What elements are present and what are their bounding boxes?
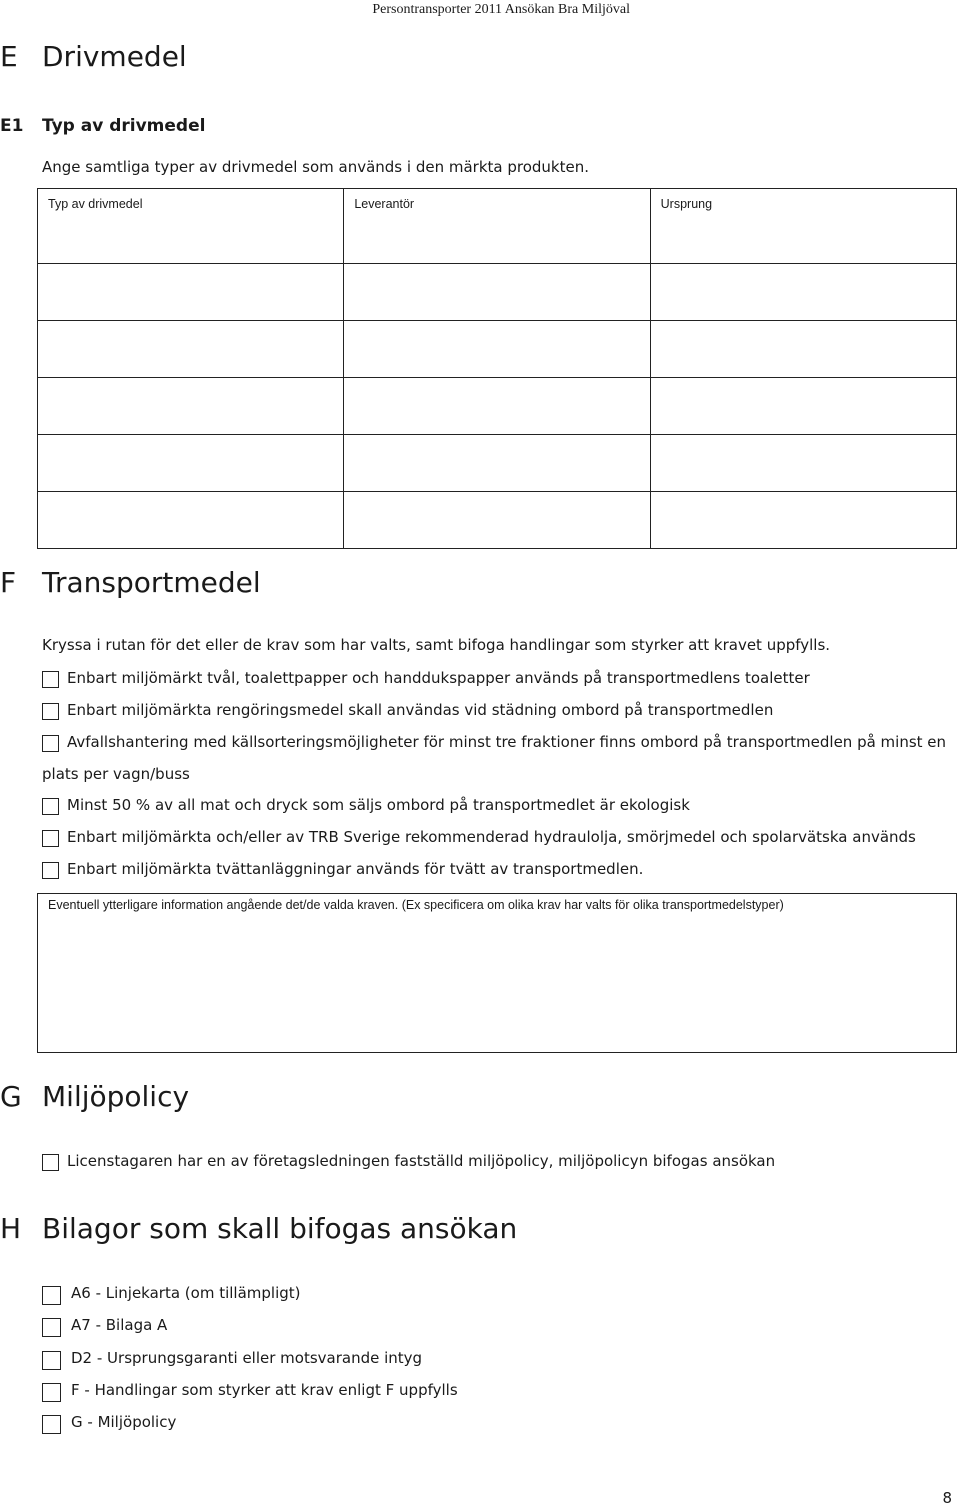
checkbox-label: Minst 50 % av all mat och dryck som säljs ombord på transportmedlet är ekologisk	[67, 796, 690, 814]
additional-info-label: Eventuell ytterligare information angående det/de valda kraven. (Ex specificera om olika krav har valts för olika transportmedelstyper)	[48, 898, 784, 912]
checkbox-label: Enbart miljömärkta tvättanläggningar används för tvätt av transportmedlen.	[67, 860, 644, 878]
column-header-origin: Ursprung	[650, 189, 956, 264]
checkbox[interactable]	[42, 830, 59, 847]
table-cell[interactable]	[650, 378, 956, 435]
checkbox[interactable]	[42, 1383, 61, 1402]
checkbox-row-hydraulic-oil	[42, 829, 916, 853]
table-cell[interactable]	[344, 264, 650, 321]
checkbox[interactable]	[42, 1318, 61, 1337]
table-row	[38, 378, 957, 435]
table-cell[interactable]	[38, 378, 344, 435]
section-f-letter: F	[0, 566, 17, 599]
subsection-e1-code: E1	[0, 116, 24, 136]
table-row	[38, 492, 957, 549]
checkbox-row-organic-food	[42, 797, 690, 821]
section-e-letter: E	[0, 40, 18, 73]
checkbox[interactable]	[42, 862, 59, 879]
checkbox-label: Licenstagaren har en av företagsledningen fastställd miljöpolicy, miljöpolicyn bifogas ansökan	[67, 1152, 776, 1170]
checkbox-row-attachment-g	[42, 1414, 176, 1438]
table-cell[interactable]	[650, 492, 956, 549]
table-cell[interactable]	[38, 264, 344, 321]
checkbox-row-attachment-a6	[42, 1285, 301, 1309]
checkbox-row-cleaning-agents	[42, 702, 773, 726]
checkbox-label: G - Miljöpolicy	[71, 1413, 177, 1431]
page-number: 8	[942, 1489, 952, 1507]
table-row	[38, 435, 957, 492]
column-header-supplier: Leverantör	[344, 189, 650, 264]
checkbox-row-waste-sorting	[42, 734, 946, 758]
section-e-instruction: Ange samtliga typer av drivmedel som används i den märkta produkten.	[42, 158, 589, 176]
column-header-fuel-type: Typ av drivmedel	[38, 189, 344, 264]
section-g-letter: G	[0, 1080, 22, 1113]
table-header-row	[38, 189, 957, 264]
table-row	[38, 264, 957, 321]
checkbox-label: Avfallshantering med källsorteringsmöjligheter för minst tre fraktioner finns ombord på transportmedlen på minst en	[67, 733, 947, 751]
section-f-title: Transportmedel	[42, 566, 261, 599]
section-g-title: Miljöpolicy	[42, 1080, 190, 1113]
checkbox-row-attachment-f	[42, 1382, 458, 1406]
table-cell[interactable]	[650, 435, 956, 492]
table-cell[interactable]	[650, 321, 956, 378]
additional-info-box[interactable]	[37, 893, 957, 1053]
checkbox-row-attachment-a7	[42, 1317, 167, 1341]
checkbox-label: F - Handlingar som styrker att krav enligt F uppfylls	[71, 1381, 458, 1399]
checkbox-label-continuation: plats per vagn/buss	[42, 765, 190, 783]
checkbox-row-attachment-d2	[42, 1350, 422, 1374]
table-cell[interactable]	[344, 492, 650, 549]
table-cell[interactable]	[38, 435, 344, 492]
table-cell[interactable]	[650, 264, 956, 321]
checkbox[interactable]	[42, 1415, 61, 1434]
checkbox-row-wash-facilities	[42, 861, 643, 885]
running-header: Persontransporter 2011 Ansökan Bra Miljöval	[372, 2, 630, 17]
subsection-e1-title: Typ av drivmedel	[42, 116, 206, 136]
fuel-table	[37, 188, 957, 549]
checkbox-label: D2 - Ursprungsgaranti eller motsvarande intyg	[71, 1349, 423, 1367]
checkbox[interactable]	[42, 1154, 59, 1171]
checkbox[interactable]	[42, 798, 59, 815]
table-cell[interactable]	[344, 435, 650, 492]
checkbox[interactable]	[42, 671, 59, 688]
checkbox[interactable]	[42, 735, 59, 752]
section-e-title: Drivmedel	[42, 40, 187, 73]
checkbox-row-soap-paper	[42, 670, 810, 694]
table-cell[interactable]	[38, 492, 344, 549]
checkbox-label: A6 - Linjekarta (om tillämpligt)	[71, 1284, 301, 1302]
section-h-title: Bilagor som skall bifogas ansökan	[42, 1212, 518, 1245]
section-f-instruction: Kryssa i rutan för det eller de krav som har valts, samt bifoga handlingar som styrker att kravet uppfylls.	[42, 636, 831, 654]
section-h-letter: H	[0, 1212, 22, 1245]
checkbox-label: Enbart miljömärkta rengöringsmedel skall användas vid städning ombord på transportmedlen	[67, 701, 774, 719]
checkbox[interactable]	[42, 1351, 61, 1370]
table-cell[interactable]	[344, 321, 650, 378]
checkbox-label: Enbart miljömärkta och/eller av TRB Sverige rekommenderad hydraulolja, smörjmedel och spolarvätska används	[67, 828, 916, 846]
checkbox[interactable]	[42, 703, 59, 720]
table-row	[38, 321, 957, 378]
checkbox-label: A7 - Bilaga A	[71, 1316, 168, 1334]
checkbox[interactable]	[42, 1286, 61, 1305]
table-cell[interactable]	[344, 378, 650, 435]
checkbox-label: Enbart miljömärkt tvål, toalettpapper och handdukspapper används på transportmedlens toaletter	[67, 669, 810, 687]
table-cell[interactable]	[38, 321, 344, 378]
checkbox-row-environmental-policy	[42, 1153, 775, 1177]
